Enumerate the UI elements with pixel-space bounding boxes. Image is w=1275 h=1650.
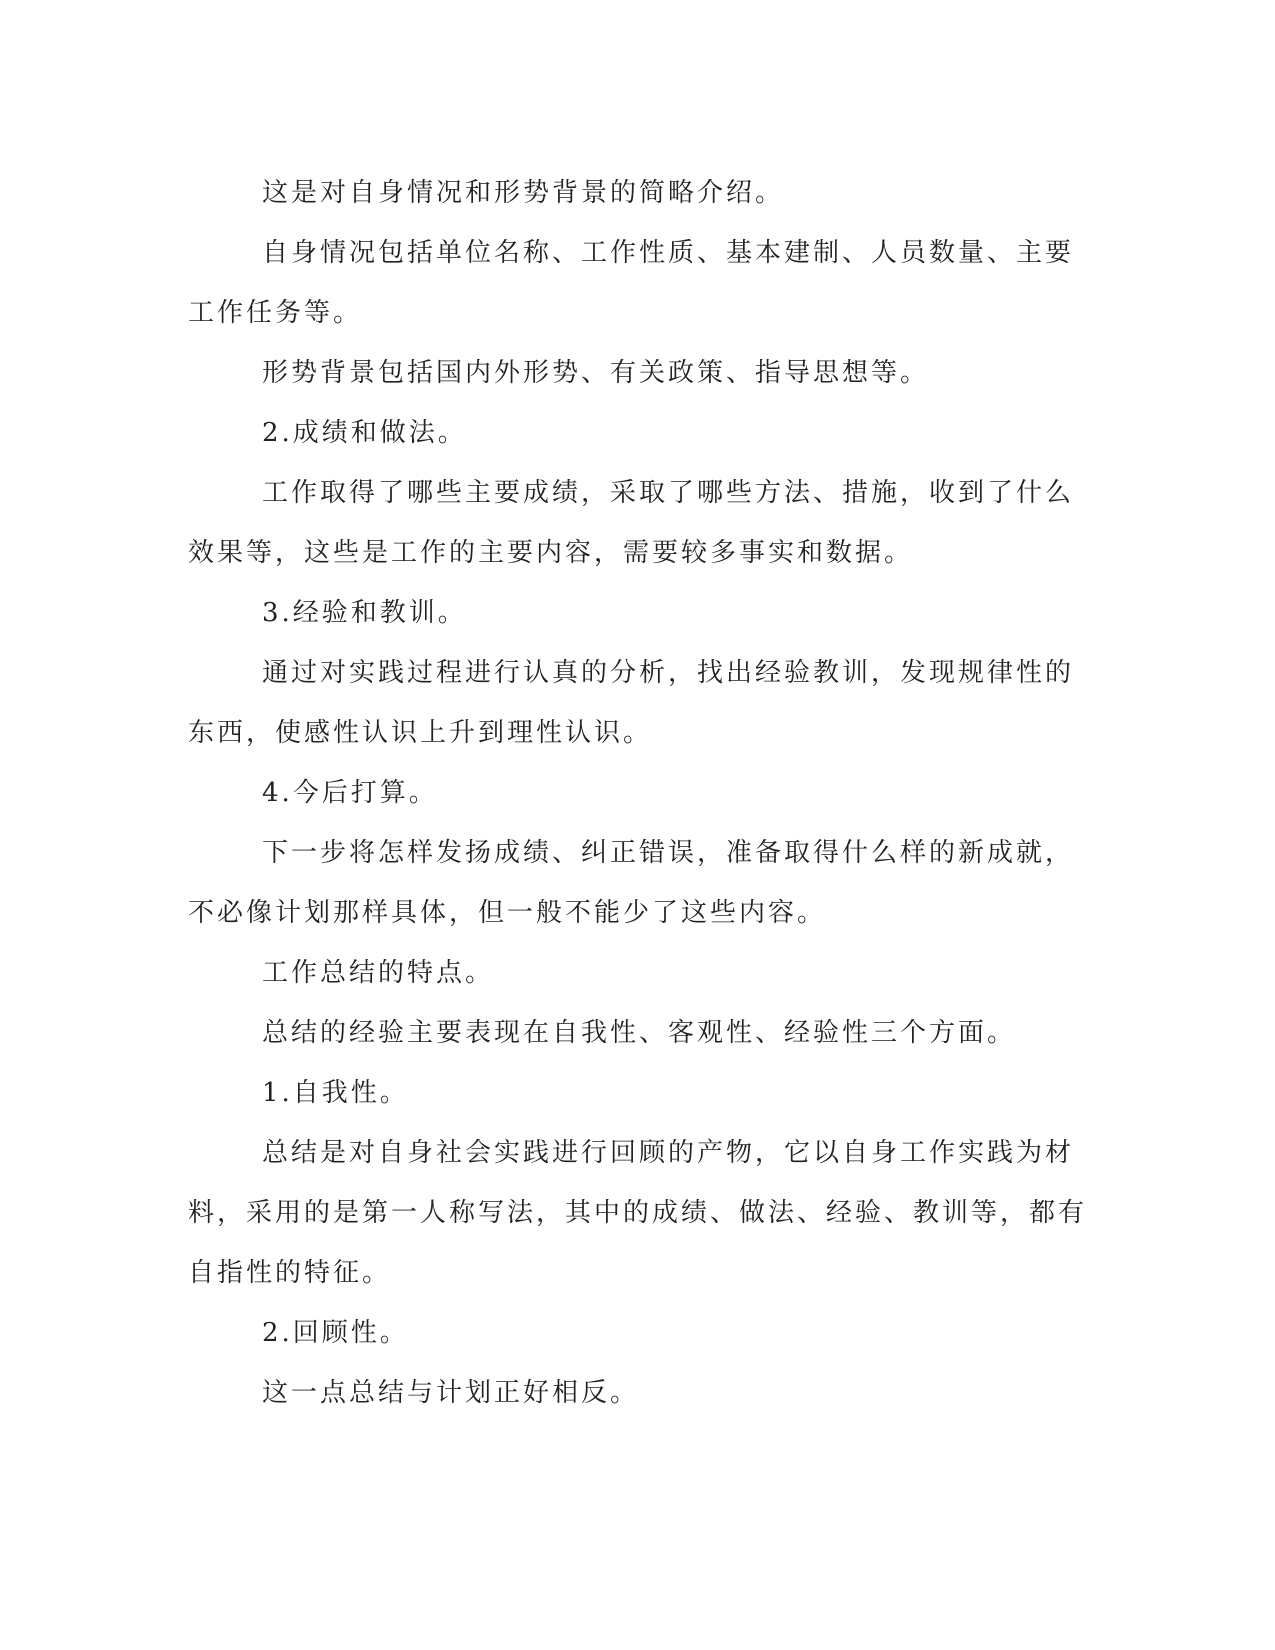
- section-heading: 3.经验和教训。: [262, 598, 467, 628]
- section-heading: 4.今后打算。: [262, 778, 438, 808]
- section-heading: 1.自我性。: [262, 1078, 409, 1108]
- section-heading: 工作总结的特点。: [262, 958, 495, 988]
- paragraph: 这是对自身情况和形势背景的简略介绍。: [262, 178, 785, 208]
- paragraph: 通过对实践过程进行认真的分析，找出经验教训，发现规律性的东西，使感性认识上升到理性认识。: [188, 658, 1075, 748]
- paragraph: 工作取得了哪些主要成绩，采取了哪些方法、措施，收到了什么效果等，这些是工作的主要内容，需要较多事实和数据。: [188, 478, 1075, 568]
- paragraph: 这一点总结与计划正好相反。: [262, 1378, 640, 1408]
- section-heading: 2.回顾性。: [262, 1318, 409, 1348]
- section-heading: 2.成绩和做法。: [262, 418, 467, 448]
- paragraph: 下一步将怎样发扬成绩、纠正错误，准备取得什么样的新成就，不必像计划那样具体，但一般不能少了这些内容。: [188, 838, 1075, 928]
- paragraph: 自身情况包括单位名称、工作性质、基本建制、人员数量、主要工作任务等。: [188, 238, 1075, 328]
- paragraph: 总结的经验主要表现在自我性、客观性、经验性三个方面。: [262, 1018, 1017, 1048]
- paragraph: 形势背景包括国内外形势、有关政策、指导思想等。: [262, 358, 930, 388]
- paragraph: 总结是对自身社会实践进行回顾的产物，它以自身工作实践为材料，采用的是第一人称写法，其中的成绩、做法、经验、教训等，都有自指性的特征。: [188, 1138, 1088, 1288]
- document-body: [188, 163, 1088, 1423]
